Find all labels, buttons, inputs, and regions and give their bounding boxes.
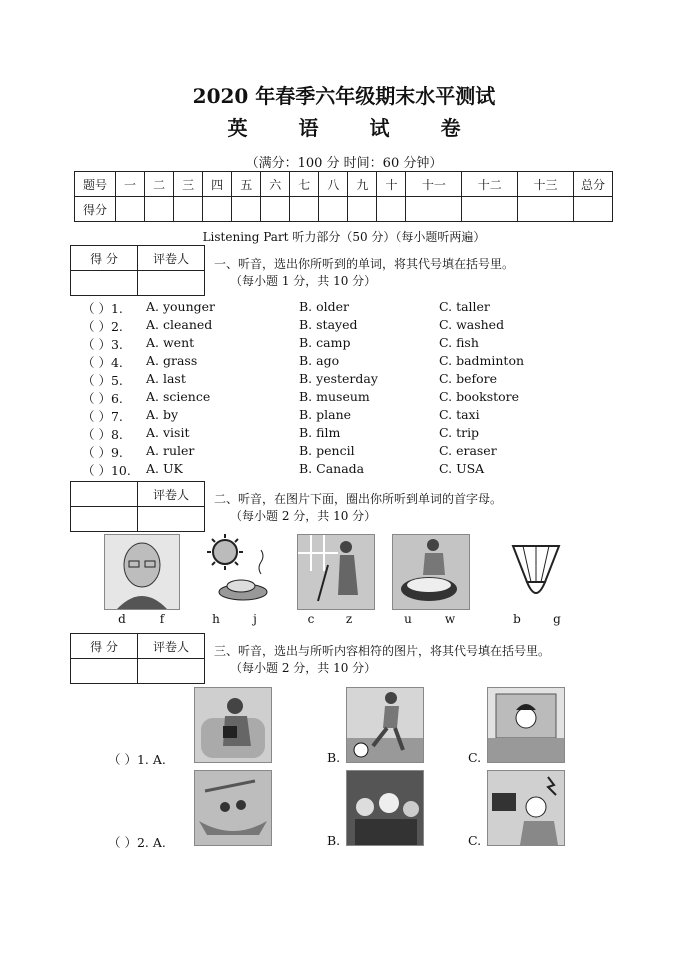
score-table-cell: 十二 [462,172,518,197]
section3-question-2[interactable]: （ ）2. A. [108,835,166,850]
sweeping-illustration [298,535,374,609]
letter-option[interactable]: w [444,612,456,626]
score-table-cell: 十三 [518,172,574,197]
score-input-cell[interactable] [203,197,232,222]
picture-playing-football [346,687,424,763]
score-table-cell: 十 [377,172,406,197]
picture-boat-ride [194,770,272,846]
grader-reviewer-label: 评卷人 [138,634,205,659]
answer-bracket[interactable]: （ ）7. [82,409,123,424]
letter-option[interactable]: h [212,612,220,626]
option-b: B. museum [299,389,370,404]
boat-illustration [195,771,271,845]
sun-hot-illustration [203,532,275,606]
grader-reviewer-cell[interactable] [138,659,205,684]
question-row [82,317,642,335]
score-table-cell: 二 [145,172,174,197]
tv-illustration [488,771,564,845]
section3-title: 三、听音，选出与所听内容相符的图片，将其代号填在括号里。 [214,644,551,658]
grader-box-2 [70,481,205,532]
question-row [82,443,642,461]
picture-boy-at-window [487,687,565,763]
score-table-row-label: 得分 [75,197,116,222]
question-row [82,407,642,425]
option-b: B. camp [299,335,351,350]
score-table-cell: 六 [261,172,290,197]
grader-score-cell[interactable] [71,507,138,532]
answer-bracket[interactable]: （ ）9. [82,445,123,460]
section3-option-c[interactable]: C. [468,750,482,765]
score-table-cell: 九 [348,172,377,197]
option-a: A. UK [146,461,183,476]
option-c: C. taller [439,299,490,314]
exam-meta: （满分：100 分 时间：60 分钟） [245,156,443,171]
grader-reviewer-label: 评卷人 [138,482,205,507]
answer-bracket[interactable]: （ ）2. [82,319,123,334]
section1-note: （每小题 1 分，共 10 分） [230,274,377,288]
score-table-score-row [75,197,613,222]
grader-score-label: 得 分 [71,246,138,271]
picture-shuttlecock [503,534,569,608]
letter-option[interactable]: z [345,612,353,626]
question-row [82,425,642,443]
section1-header [214,256,514,290]
score-input-cell[interactable] [377,197,406,222]
letter-option[interactable]: f [159,612,165,626]
score-input-cell[interactable] [145,197,174,222]
option-b: B. ago [299,353,340,368]
score-table-cell: 八 [319,172,348,197]
answer-bracket[interactable]: （ ）8. [82,427,123,442]
score-table-header-row [75,172,613,197]
question-row [82,335,642,353]
old-man-illustration [105,535,179,609]
option-c: C. fish [439,335,479,350]
section3-option-b[interactable]: B. [327,833,341,848]
letter-option[interactable]: c [307,612,315,626]
section1-question-list [82,299,642,479]
score-table-cell: 十一 [406,172,462,197]
option-c: C. USA [439,461,485,476]
answer-bracket[interactable]: （ ）1. [82,301,123,316]
option-a: A. cleaned [146,317,213,332]
option-c: C. bookstore [439,389,520,404]
grader-score-cell[interactable] [71,271,138,296]
option-b: B. pencil [299,443,355,458]
grader-score-cell[interactable] [71,482,138,507]
section3-header [214,643,550,677]
score-input-cell[interactable] [462,197,518,222]
option-c: C. before [439,371,497,386]
option-b: B. Canada [299,461,365,476]
washing-illustration [393,535,469,609]
option-a: A. last [146,371,186,386]
subtitle-char: 试 [369,116,390,140]
section1-title: 一、听音，选出你所听到的单词，将其代号填在括号里。 [214,257,515,271]
option-b: B. stayed [299,317,358,332]
shuttlecock-icon [503,534,569,608]
score-table-cell: 四 [203,172,232,197]
section2-note: （每小题 2 分，共 10 分） [230,509,377,523]
question-row [82,461,642,479]
crowd-illustration [347,771,423,845]
score-input-cell[interactable] [348,197,377,222]
option-c: C. badminton [439,353,525,368]
option-a: A. visit [146,425,190,440]
question-row [82,389,642,407]
football-illustration [347,688,423,762]
subtitle-char: 语 [298,116,319,140]
option-c: C. washed [439,317,505,332]
score-input-cell[interactable] [574,197,613,222]
picture-washing-clothes [392,534,470,610]
question-row [82,299,642,317]
question-row [82,353,642,371]
option-b: B. plane [299,407,352,422]
exam-title: 2020 年春季六年级期末水平测试 [192,84,496,108]
grader-score-label: 得 分 [71,634,138,659]
option-c: C. taxi [439,407,480,422]
grader-box-1 [70,245,205,296]
answer-bracket[interactable]: （ ）5. [82,373,123,388]
score-input-cell[interactable] [518,197,574,222]
option-c: C. trip [439,425,480,440]
score-table-cell: 三 [174,172,203,197]
picture-cinema-crowd [346,770,424,846]
score-input-cell[interactable] [290,197,319,222]
option-b: B. yesterday [299,371,378,386]
score-input-cell[interactable] [261,197,290,222]
subtitle-char: 卷 [440,116,461,140]
reading-illustration [195,688,271,762]
picture-sweeping-floor [297,534,375,610]
option-a: A. younger [146,299,216,314]
option-a: A. ruler [146,443,195,458]
score-table-cell: 题号 [75,172,116,197]
option-a: A. by [146,407,179,422]
section2-header [214,491,502,525]
letter-option[interactable]: u [404,612,412,626]
section3-question-1[interactable]: （ ）1. A. [108,752,166,767]
subtitle-char: 英 [227,116,248,140]
section2-title: 二、听音，在图片下面，圈出你所听到单词的首字母。 [214,492,503,506]
grader-reviewer-cell[interactable] [138,507,205,532]
score-table [74,171,613,222]
option-b: B. film [299,425,341,440]
letter-option[interactable]: d [118,612,126,626]
window-illustration [488,688,564,762]
option-b: B. older [299,299,350,314]
section3-option-b[interactable]: B. [327,750,341,765]
picture-reading-book [194,687,272,763]
exam-subtitle [0,112,688,141]
option-a: A. went [146,335,195,350]
score-input-cell[interactable] [406,197,462,222]
score-table-cell: 总分 [574,172,613,197]
answer-bracket[interactable]: （ ）6. [82,391,123,406]
answer-bracket[interactable]: （ ）10. [82,463,131,478]
section3-note: （每小题 2 分，共 10 分） [230,661,377,675]
grader-reviewer-cell[interactable] [138,271,205,296]
option-a: A. grass [146,353,198,368]
score-input-cell[interactable] [319,197,348,222]
listening-part-title: Listening Part 听力部分（50 分）（每小题听两遍） [202,230,486,244]
option-a: A. science [146,389,211,404]
option-c: C. eraser [439,443,497,458]
letter-option[interactable]: g [553,612,561,626]
score-input-cell[interactable] [232,197,261,222]
score-input-cell[interactable] [174,197,203,222]
score-table-cell: 一 [116,172,145,197]
letter-option[interactable]: j [253,612,257,626]
score-table-cell: 五 [232,172,261,197]
grader-box-3 [70,633,205,684]
grader-reviewer-label: 评卷人 [138,246,205,271]
question-row [82,371,642,389]
letter-option[interactable]: b [513,612,521,626]
score-input-cell[interactable] [116,197,145,222]
answer-bracket[interactable]: （ ）4. [82,355,123,370]
picture-tv-scared [487,770,565,846]
picture-hot-sun [203,532,275,606]
answer-bracket[interactable]: （ ）3. [82,337,123,352]
section3-option-c[interactable]: C. [468,833,482,848]
grader-score-cell[interactable] [71,659,138,684]
picture-old-man [104,534,180,610]
score-table-cell: 七 [290,172,319,197]
